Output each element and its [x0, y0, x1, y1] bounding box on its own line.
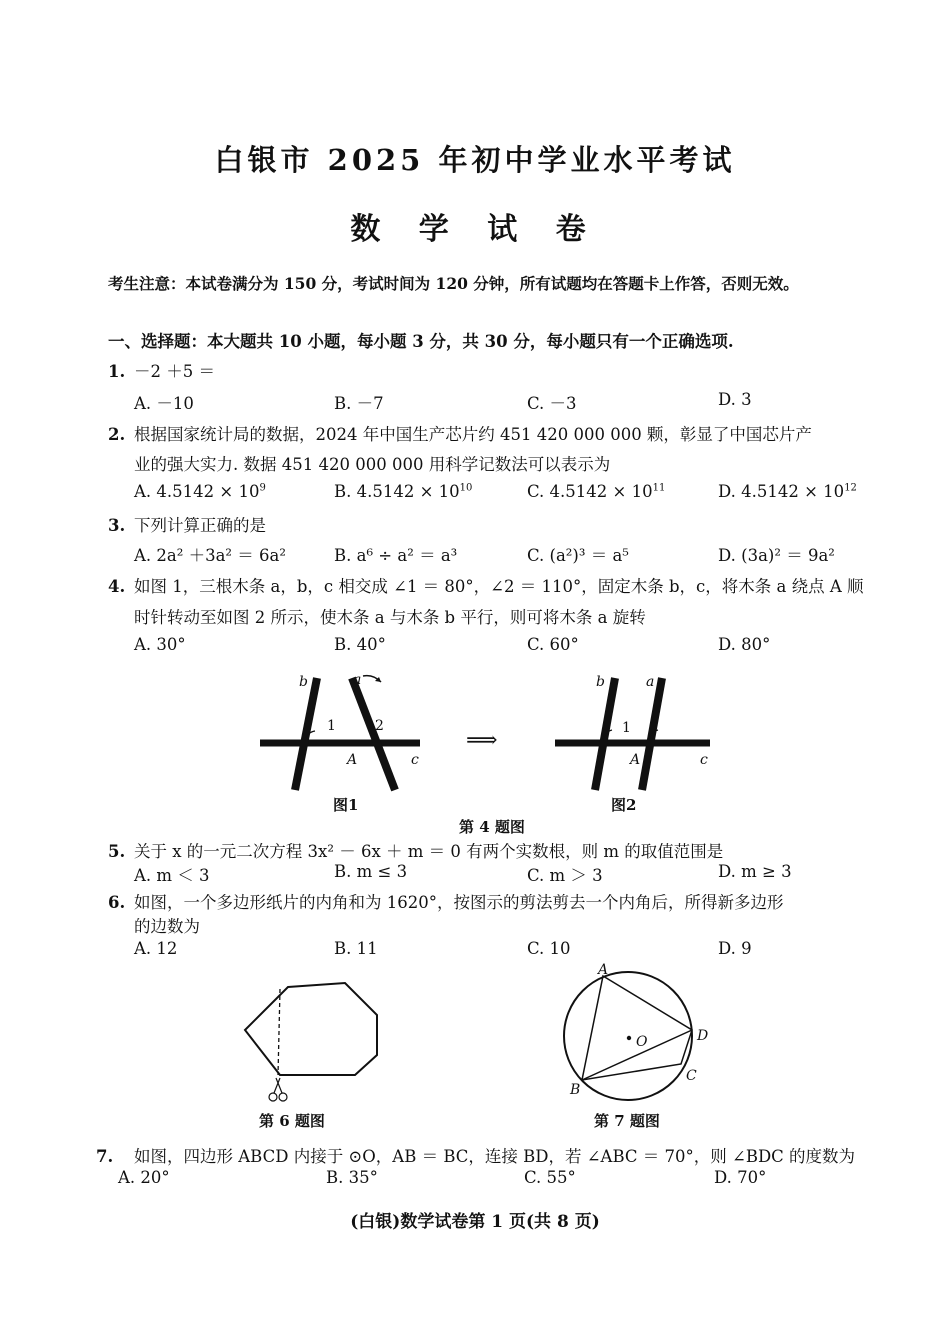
q7-option-b: B. 35° [326, 1168, 378, 1187]
question-3: 3. 下列计算正确的是 [108, 516, 266, 535]
q7-circle-figure [560, 962, 730, 1108]
question-5: 5. 关于 x 的一元二次方程 3x² － 6x ＋ m ＝ 0 有两个实数根，则 m 的取值范围是 [108, 842, 724, 861]
q3-option-a: A. 2a² ＋3a² ＝ 6a² [134, 546, 286, 565]
q2-option-a: A. $4.5142 \times 10^9$ [134, 482, 266, 501]
label-point-a: A [630, 752, 641, 768]
label-b: b [596, 674, 605, 690]
q4-option-c: C. 60° [527, 635, 579, 654]
question-6-cont: 的边数为 [134, 917, 200, 936]
q4-option-a: A. 30° [134, 635, 186, 654]
q1-option-d: D. 3 [718, 390, 752, 409]
label-angle-1: 1 [622, 720, 631, 736]
label-c: c [411, 752, 419, 768]
q6-option-c: C. 10 [527, 939, 571, 958]
q4-option-d: D. 80° [718, 635, 771, 654]
label-a: A [598, 962, 609, 978]
q7-option-a: A. 20° [118, 1168, 170, 1187]
q6-figure-caption: 第 6 题图 [259, 1112, 325, 1130]
q4-figure-caption: 第 4 题图 [459, 818, 525, 836]
q2-option-d: D. $4.5142 \times 10^{12}$ [718, 482, 857, 501]
label-a: a [646, 674, 655, 690]
q1-option-a: A. －10 [134, 394, 194, 413]
q4-option-b: B. 40° [334, 635, 386, 654]
double-arrow-icon: ⟹ [466, 728, 498, 753]
q2-option-c: C. $4.5142 \times 10^{11}$ [527, 482, 666, 501]
q4-figure-1 [255, 668, 435, 798]
section-heading: 一、选择题：本大题共 10 小题，每小题 3 分，共 30 分，每小题只有一个正确选项. [108, 332, 734, 351]
q7-option-c: C. 55° [524, 1168, 576, 1187]
exam-title: 白银市 2025 年初中学业水平考试 [214, 143, 736, 177]
question-4-cont: 时针转动至如图 2 所示，使木条 a 与木条 b 平行，则可将木条 a 旋转 [134, 608, 646, 627]
cut-line [278, 989, 280, 1075]
q6-option-d: D. 9 [718, 939, 752, 958]
label-a: a [353, 672, 362, 688]
q5-option-a: A. m ＜ 3 [134, 866, 210, 885]
label-b: B [570, 1082, 581, 1098]
q4-figure-2 [550, 668, 730, 798]
q5-option-c: C. m ＞ 3 [527, 866, 603, 885]
q3-option-c: C. (a²)³ ＝ a⁵ [527, 546, 629, 565]
q7-option-d: D. 70° [714, 1168, 767, 1187]
q3-option-b: B. a⁶ ÷ a² ＝ a³ [334, 546, 458, 565]
q1-option-b: B. －7 [334, 394, 384, 413]
page-footer: (白银)数学试卷第 1 页(共 8 页) [350, 1212, 600, 1232]
q5-option-b: B. m ≤ 3 [334, 862, 408, 881]
question-6: 6. 如图，一个多边形纸片的内角和为 1620°，按图示的剪法剪去一个内角后，所得新多边形 [108, 893, 784, 912]
label-point-a: A [347, 752, 358, 768]
question-4: 4. 如图 1，三根木条 a，b，c 相交成 ∠1 ＝ 80°，∠2 ＝ 110°，固定木条 b，c，将木条 a 绕点 A 顺 [108, 577, 864, 596]
label-angle-2: 2 [375, 718, 384, 734]
label-b: b [299, 674, 308, 690]
q7-figure-caption: 第 7 题图 [594, 1112, 660, 1130]
q1-option-c: C. －3 [527, 394, 577, 413]
exam-notice: 考生注意：本试卷满分为 150 分，考试时间为 120 分钟，所有试题均在答题卡上作答，否则无效。 [108, 274, 799, 293]
question-2-cont: 业的强大实力. 数据 451 420 000 000 用科学记数法可以表示为 [134, 455, 611, 474]
scissors-icon [269, 1078, 287, 1101]
label-d: D [697, 1028, 709, 1044]
question-7: 7. 如图，四边形 ABCD 内接于 ⊙O，AB ＝ BC，连接 BD，若 ∠ABC ＝ 70°，则 ∠BDC 的度数为 [96, 1147, 856, 1166]
q2-option-b: B. $4.5142 \times 10^{10}$ [334, 482, 473, 501]
q4-fig2-caption: 图2 [611, 796, 637, 814]
exam-subtitle: 数 学 试 卷 [350, 212, 600, 247]
label-c: c [700, 752, 708, 768]
question-2: 2. 根据国家统计局的数据，2024 年中国生产芯片约 451 420 000 000 颗，彰显了中国芯片产 [108, 425, 812, 444]
q3-option-d: D. (3a)² ＝ 9a² [718, 546, 835, 565]
question-1: 1. －2 ＋5 ＝ [108, 362, 215, 381]
q4-fig1-caption: 图1 [333, 796, 359, 814]
q6-option-b: B. 11 [334, 939, 378, 958]
label-c: C [686, 1068, 697, 1084]
label-o: O [636, 1034, 648, 1050]
stick-b [295, 678, 317, 790]
q6-option-a: A. 12 [134, 939, 178, 958]
q6-polygon-figure [240, 975, 440, 1105]
label-angle-1: 1 [327, 718, 336, 734]
q5-option-d: D. m ≥ 3 [718, 862, 792, 881]
